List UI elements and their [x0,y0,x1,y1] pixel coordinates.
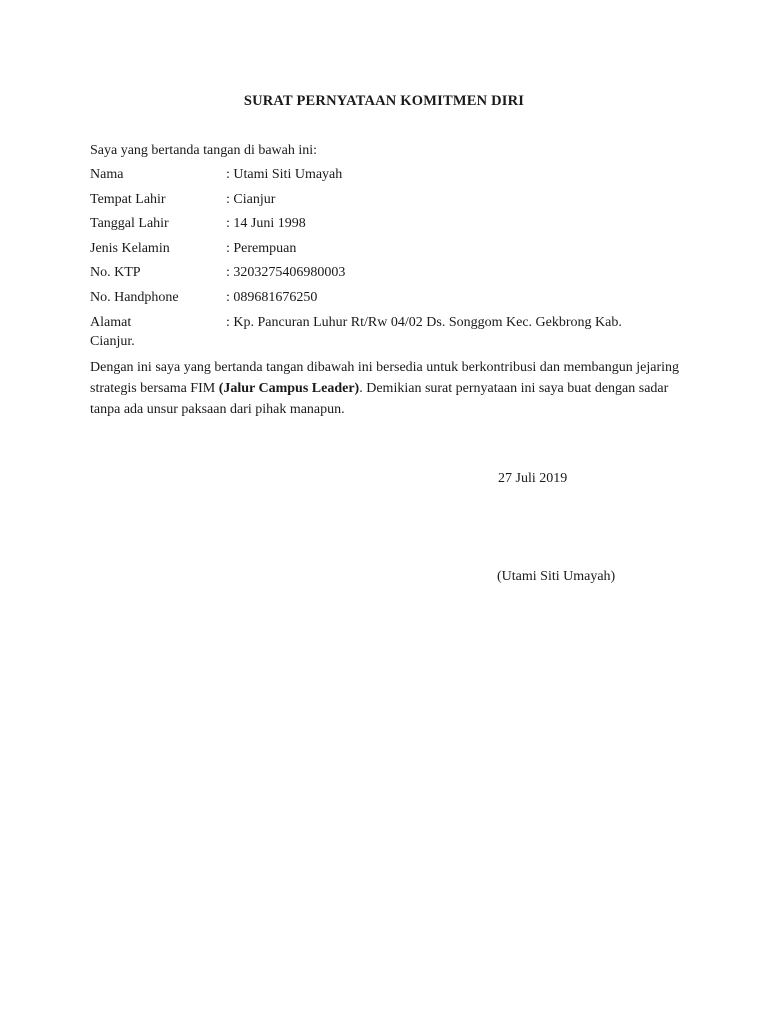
field-value: : Kp. Pancuran Luhur Rt/Rw 04/02 Ds. Songgom Kec. Gekbrong Kab. [226,315,622,330]
field-label: Nama [90,167,124,182]
statement-paragraph [90,357,690,420]
field-label: Alamat [90,315,132,330]
field-value: : Utami Siti Umayah [226,167,343,182]
field-value: : Cianjur [226,191,276,207]
intro-text: Saya yang bertanda tangan di bawah ini: [90,143,318,158]
field-row-alamat [90,313,690,351]
field-row-no-ktp [90,264,690,289]
field-label: Jenis Kelamin [90,240,170,256]
statement-text-part-1: Dengan ini saya yang bertanda tangan dibawah ini bersedia untuk berkontribusi dan membangun jejaring strategis bersama FIM [90,360,679,396]
statement-text-part-2: . Demikian surat pernyataan ini saya buat dengan sadar tanpa ada unsur paksaan dari pihak manapun. [90,381,669,417]
field-label: Tempat Lahir [90,191,166,207]
field-row-tanggal-lahir [90,215,690,240]
address-line-1 [90,313,690,332]
field-row-nama [90,166,690,191]
field-row-tempat-lahir [90,191,690,216]
document-title: SURAT PERNYATAAN KOMITMEN DIRI [243,93,525,109]
field-row-no-handphone [90,289,690,314]
field-value: : 3203275406980003 [226,265,346,280]
field-row-jenis-kelamin [90,240,690,265]
field-value: : 089681676250 [226,289,318,305]
identity-fields [90,166,690,313]
signing-date: 27 Juli 2019 [498,471,568,486]
address-line-2: Cianjur. [90,334,135,349]
signature-name: (Utami Siti Umayah) [497,569,616,584]
field-value: : Perempuan [226,240,297,256]
field-label: Tanggal Lahir [90,216,169,231]
statement-text-bold: (Jalur Campus Leader) [218,381,360,396]
field-label: No. KTP [90,265,141,280]
field-label: No. Handphone [90,289,179,305]
field-value: : 14 Juni 1998 [226,216,306,231]
